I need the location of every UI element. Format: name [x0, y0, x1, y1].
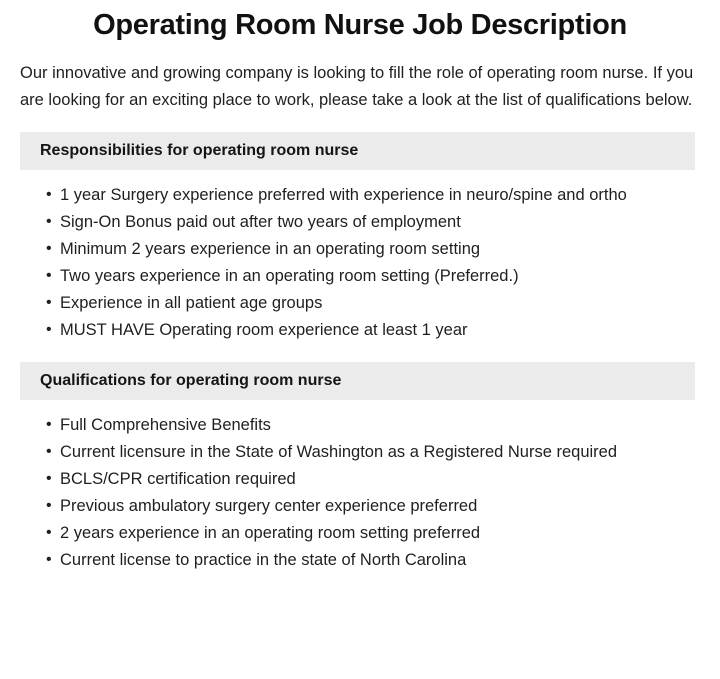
bullet-icon: •: [46, 415, 52, 433]
list-item: [46, 209, 700, 236]
list-item: [46, 493, 700, 520]
list-item-text: Current licensure in the State of Washington as a Registered Nurse required: [60, 442, 618, 461]
bullet-icon: •: [46, 523, 52, 541]
qualifications-section: [0, 362, 720, 574]
list-item-text: Sign-On Bonus paid out after two years of employment: [60, 213, 461, 231]
list-item: [46, 439, 700, 466]
responsibilities-section: [0, 132, 720, 344]
list-item: [46, 290, 700, 317]
bullet-icon: •: [46, 550, 52, 568]
bullet-icon: •: [46, 186, 52, 203]
intro-paragraph: Our innovative and growing company is looking to fill the role of operating room nurse. If you are looking for an exciting place to work, please take a look at the list of qualifications below.: [20, 64, 694, 109]
bullet-icon: •: [46, 496, 52, 514]
list-item-text: 1 year Surgery experience preferred with experience in neuro/spine and ortho: [60, 186, 627, 204]
list-item-text: Previous ambulatory surgery center experience preferred: [60, 496, 478, 515]
list-item-text: MUST HAVE Operating room experience at least 1 year: [60, 321, 468, 339]
list-item-text: 2 years experience in an operating room setting preferred: [60, 523, 481, 542]
page-title: Operating Room Nurse Job Description: [93, 9, 627, 41]
list-item: [46, 412, 700, 439]
list-item-text: BCLS/CPR certification required: [60, 469, 296, 488]
qualifications-section-header: [20, 362, 695, 400]
bullet-icon: •: [46, 240, 52, 257]
list-item: [46, 317, 700, 344]
bullet-icon: •: [46, 267, 52, 284]
qualifications-heading-label: Qualifications for operating room nurse: [40, 371, 342, 389]
list-item: [46, 547, 700, 574]
qualifications-list: [0, 400, 720, 574]
responsibilities-section-header: [20, 132, 695, 170]
responsibilities-list: [0, 170, 720, 344]
list-item-text: Two years experience in an operating room setting (Preferred.): [60, 267, 519, 285]
list-item: [46, 182, 700, 209]
list-item: [46, 466, 700, 493]
bullet-icon: •: [46, 321, 52, 338]
responsibilities-heading-label: Responsibilities for operating room nurse: [40, 142, 359, 159]
list-item-text: Experience in all patient age groups: [60, 294, 323, 312]
list-item-text: Minimum 2 years experience in an operating room setting: [60, 240, 481, 258]
list-item: [46, 236, 700, 263]
bullet-icon: •: [46, 213, 52, 230]
bullet-icon: •: [46, 442, 52, 460]
list-item-text: Full Comprehensive Benefits: [60, 415, 271, 434]
list-item: [46, 520, 700, 547]
list-item: [46, 263, 700, 290]
bullet-icon: •: [46, 469, 52, 487]
list-item-text: Current license to practice in the state of North Carolina: [60, 550, 467, 569]
bullet-icon: •: [46, 294, 52, 311]
